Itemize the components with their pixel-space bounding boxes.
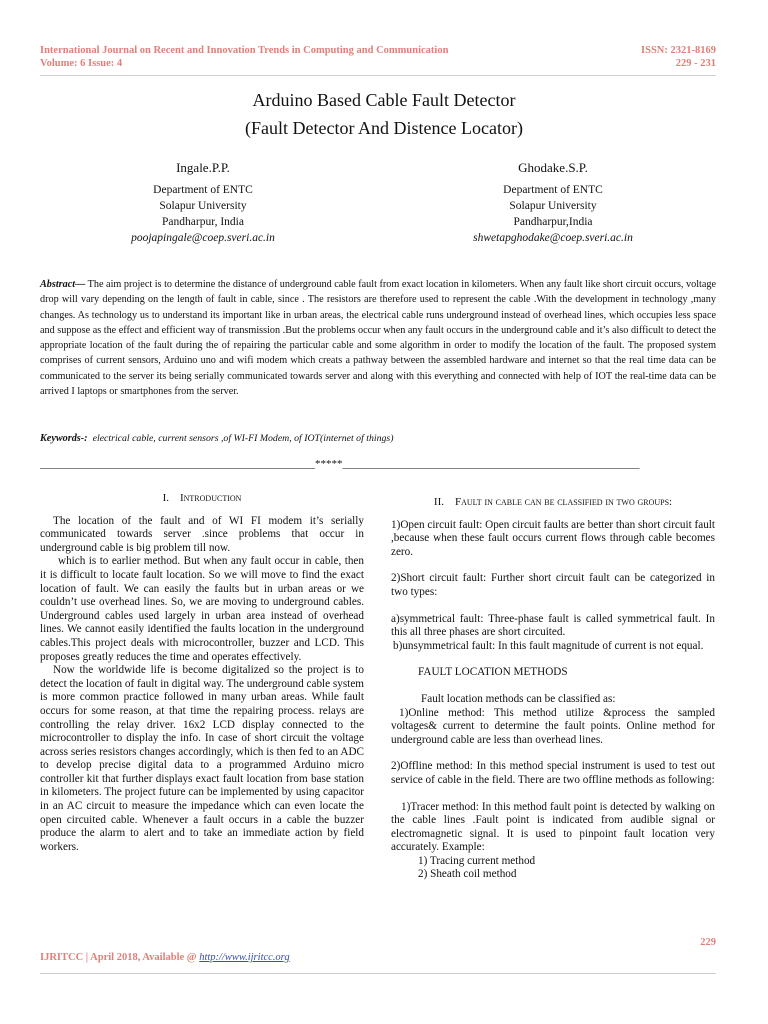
right-column bbox=[391, 496, 715, 882]
author-2 bbox=[423, 160, 683, 246]
keywords-label: Keywords-: bbox=[40, 433, 88, 444]
author-university: Solapur University bbox=[159, 200, 247, 212]
journal-link[interactable]: http://www.ijritcc.org bbox=[199, 952, 290, 963]
left-column bbox=[40, 492, 364, 854]
header-rule bbox=[40, 75, 716, 76]
footer-rule bbox=[40, 973, 716, 974]
paper-title: Arduino Based Cable Fault Detector bbox=[252, 90, 516, 110]
keywords bbox=[40, 431, 716, 446]
author-dept: Department of ENTC bbox=[503, 184, 603, 196]
abstract-text: The aim project is to determine the distance of underground cable fault from exact location in kilometers. When any fault like short circuit occurs, voltage drop will vary depending on the length of fault in cable, since . The resistors are therefore used to represent the cable .With the development in technology ,many changes. As technology us to understand its important like in urban areas, the electrical cable runs underground instead of overhead lines, which occupies less space and suppose as the effect and efficient way of transmission .But the problems occur when any fault occurs in the underground cable and it’s also difficult to detect the appropriate location of the fault during the of repairing the particular cable and some algorithm in order to modify the location of the fault. The proposed system comprises of current sensors, Arduino uno and wifi modem which creats a pathway between the assembled hardware and internet so that the real time data can be communicated to the server its being serially communicated towards server and along with this everything and connected with help of IOT the real-time data can be arrived I laptops or smartphones from the server. bbox=[40, 279, 716, 398]
section-title: Introduction bbox=[179, 492, 242, 504]
example-item: 1) Tracing current method bbox=[418, 854, 536, 867]
example-item: 2) Sheath coil method bbox=[418, 868, 517, 881]
section-heading-introduction bbox=[40, 492, 364, 506]
section-title: Fault in cable can be classified in two groups: bbox=[454, 496, 673, 508]
unsymmetrical-fault: b)unsymmetrical fault: In this fault magnitude of current is not equal. bbox=[393, 639, 704, 652]
symmetrical-fault: a)symmetrical fault: Three-phase fault is called symmetrical fault. In this all three phases are short circuited. bbox=[391, 612, 715, 639]
author-city: Pandharpur,India bbox=[513, 216, 593, 228]
author-university: Solapur University bbox=[509, 200, 597, 212]
volume-issue: Volume: 6 Issue: 4 bbox=[40, 58, 123, 69]
tracer-method: 1)Tracer method: In this method fault point is detected by walking on the cable lines .Fault point is indicated from audible signal or electromagnetic signal. It is used to pinpoint fault location very accurately. Example: bbox=[391, 800, 715, 854]
intro-paragraph: which is to earlier method. But when any fault occur in cable, then it is difficult to locate fault location. So we will move to find the exact location of fault. We can easily the faults but in urban areas or we couldn’t use overhead lines. So, we are moving to underground cables. Underground cables used largely in urban area instead of overhead lines. We cannot easily identified the faults location in the underground cables.This project deals with microcontroller, buzzer and LCD. This proposes greatly reduces the time and operates effectively. bbox=[40, 555, 364, 663]
section-heading-fault-classes bbox=[391, 496, 715, 510]
section-number: I. bbox=[162, 492, 169, 504]
issn: ISSN: 2321-8169 bbox=[641, 45, 716, 56]
paper-subtitle: (Fault Detector And Distence Locator) bbox=[245, 118, 523, 138]
short-circuit-fault: 2)Short circuit fault: Further short circuit fault can be categorized in two types: bbox=[391, 572, 715, 598]
page-number: 229 bbox=[700, 937, 716, 948]
section-separator: __________________________________________________*****______________________________________________________ bbox=[40, 458, 640, 470]
section-number: II. bbox=[433, 496, 444, 508]
abstract-dash: — bbox=[75, 279, 86, 290]
keywords-text: electrical cable, current sensors ,of WI-FI Modem, of IOT(internet of things) bbox=[92, 433, 394, 444]
journal-name: International Journal on Recent and Innovation Trends in Computing and Communication bbox=[40, 45, 449, 56]
methods-intro: Fault location methods can be classified as: bbox=[421, 692, 616, 705]
fault-location-methods-heading: FAULT LOCATION METHODS bbox=[418, 666, 568, 679]
intro-paragraph: Now the worldwide life is become digitalized so the project is to detect the location of fault in digital way. The underground cable system is more common practice followed in many urban areas. While fault occurs for some reason, at that time the repairing process. relays are controlling the relay driver. 16x2 LCD display connected to the microcontroller to display the info. In case of short circuit the voltage across series resistors changes accordingly, which is then fed to an ADC to develop precise digital data to a programmed Arduino micro controller kit that further displays exact fault location from base station in kilometers. The project future can be implemented by using capacitor in an AC circuit to measure the impedance which can even locate the open circuited cable. Whenever a fault occurs in a cable the buzzer produce the alarm to alert and to take an immediate action by field workers. bbox=[40, 664, 364, 853]
abstract-label: Abstract bbox=[40, 279, 76, 290]
intro-paragraph: The location of the fault and of WI FI modem it’s serially communicated towards server .since problems that occur in underground cable is big problem till now. bbox=[40, 514, 364, 554]
footer-text: IJRITCC | April 2018, Available @ bbox=[40, 952, 200, 963]
offline-method: 2)Offline method: In this method special instrument is used to test out service of cable in the field. There are two offline methods as following: bbox=[391, 760, 715, 786]
author-city: Pandharpur, India bbox=[162, 216, 244, 228]
author-dept: Department of ENTC bbox=[153, 184, 253, 196]
abstract bbox=[40, 277, 716, 399]
author-name: Ghodake.S.P. bbox=[518, 160, 588, 175]
author-1 bbox=[73, 160, 333, 246]
author-name: Ingale.P.P. bbox=[176, 160, 230, 175]
online-method: 1)Online method: This method utilize &process the sampled voltages& current to determine the fault points. Online method for underground cable are less than overhead lines. bbox=[391, 706, 715, 746]
open-circuit-fault: 1)Open circuit fault: Open circuit faults are better than short circuit fault ,because when these fault occurs current flows through cable becomes zero. bbox=[391, 518, 716, 558]
author-email: poojapingale@coep.sveri.ac.in bbox=[131, 232, 275, 244]
footer bbox=[40, 952, 290, 963]
author-email: shwetapghodake@coep.sveri.ac.in bbox=[473, 232, 633, 244]
page-range: 229 - 231 bbox=[675, 58, 716, 69]
